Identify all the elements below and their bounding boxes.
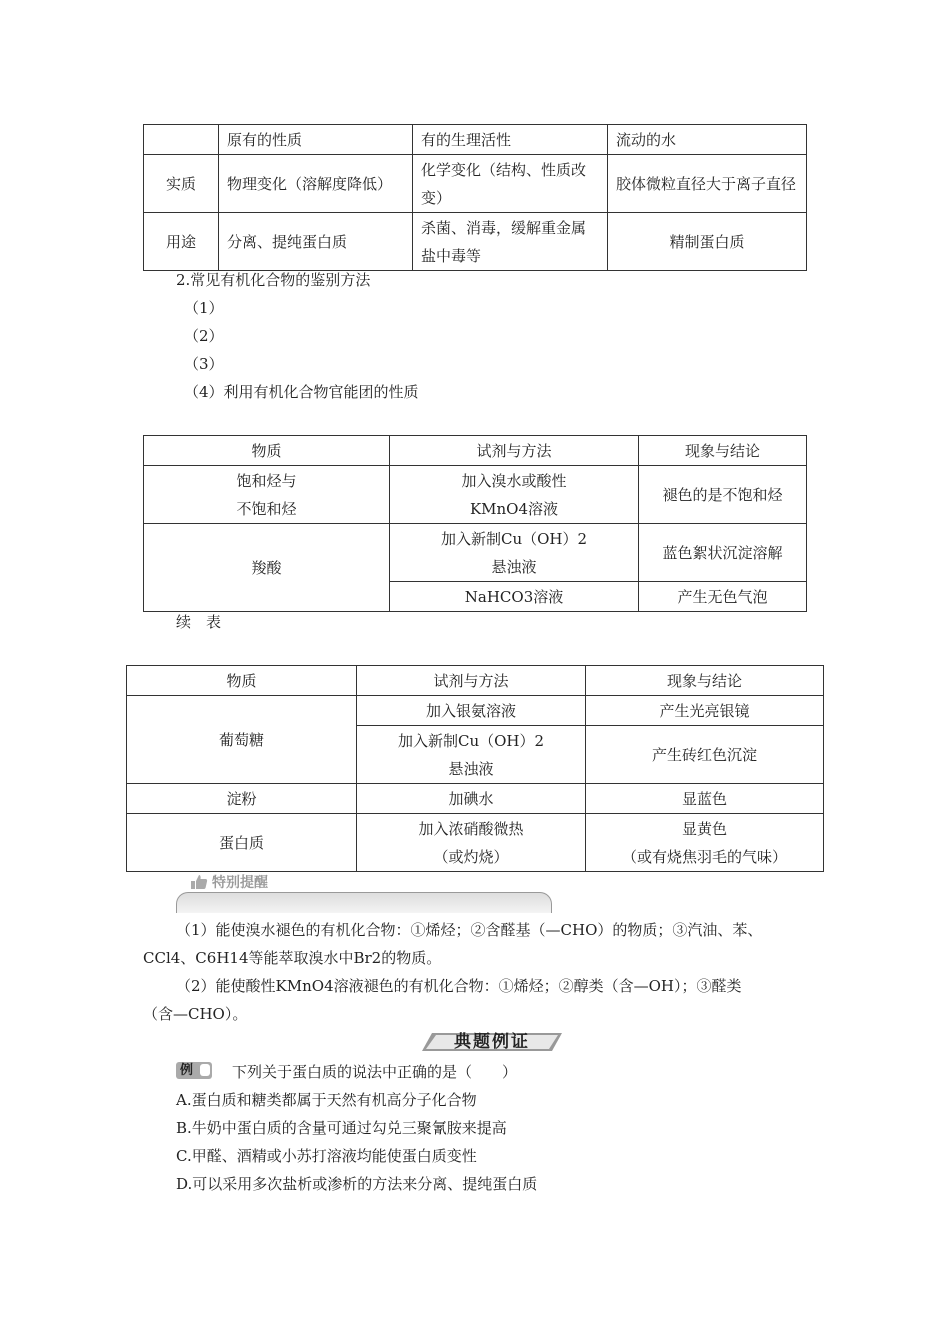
method-line: 加入新制Cu（OH）2 (440, 529, 588, 548)
option-a: A.蛋白质和糖类都属于天然有机高分子化合物 (176, 1091, 477, 1109)
table-row (144, 213, 807, 271)
table-cell: 显蓝色 (586, 784, 824, 814)
tip-label (190, 872, 268, 892)
table-cell: 加碘水 (357, 784, 586, 814)
table-cell (357, 726, 586, 784)
table-header-cell: 现象与结论 (639, 436, 807, 466)
table-cell: 杀菌、消毒，缓解重金属盐中毒等 (413, 213, 608, 271)
table-cell (586, 814, 824, 872)
table-row (144, 466, 807, 524)
method-line: 加入溴水或酸性 (461, 471, 567, 490)
table-row (127, 666, 824, 696)
method-line: 悬浊液 (448, 759, 494, 778)
method-line: 加入新制Cu（OH）2 (397, 731, 545, 750)
table-header-cell: 流动的水 (608, 125, 807, 155)
thumbs-up-icon (190, 874, 208, 890)
option-b: B.牛奶中蛋白质的含量可通过勾兑三聚氰胺来提高 (176, 1119, 507, 1137)
table-row (144, 155, 807, 213)
table-identification-methods-continued (126, 665, 824, 872)
method-line: 悬浊液 (491, 557, 537, 576)
tip-header-bar (176, 892, 552, 913)
table-header-cell: 试剂与方法 (357, 666, 586, 696)
tip-paragraph-1-line-1: （1）能使溴水褪色的有机化合物：①烯烃；②含醛基（—CHO）的物质；③汽油、苯、 (176, 921, 763, 939)
table-denaturation-comparison (143, 124, 807, 271)
tip-label-text: 特别提醒 (212, 875, 268, 891)
table-cell: 蛋白质 (127, 814, 357, 872)
table-identification-methods (143, 435, 807, 612)
table-cell: NaHCO3溶液 (390, 582, 639, 612)
table-cell: 产生砖红色沉淀 (586, 726, 824, 784)
row-label: 实质 (144, 155, 219, 213)
table-cell: 羧酸 (144, 524, 390, 612)
continued-label: 续 表 (176, 613, 222, 631)
method-line: KMnO4溶液 (469, 499, 559, 518)
tip-paragraph-2-line-2: （含—CHO）。 (143, 1005, 248, 1023)
table-cell (144, 466, 390, 524)
question-text: 下列关于蛋白质的说法中正确的是（ ） (232, 1063, 518, 1081)
table-cell: 蓝色絮状沉淀溶解 (639, 524, 807, 582)
list-item: （2） (184, 327, 224, 345)
table-header-cell: 物质 (127, 666, 357, 696)
table-cell: 产生无色气泡 (639, 582, 807, 612)
table-cell: 褪色的是不饱和烃 (639, 466, 807, 524)
list-item: （4）利用有机化合物官能团的性质 (184, 383, 419, 401)
result-line: 显黄色 (681, 819, 727, 838)
table-cell: 产生光亮银镜 (586, 696, 824, 726)
table-row (127, 814, 824, 872)
table-cell (357, 814, 586, 872)
table-header-cell: 物质 (144, 436, 390, 466)
table-cell (390, 466, 639, 524)
list-item: （3） (184, 355, 224, 373)
table-row (127, 696, 824, 726)
tip-paragraph-2-line-1: （2）能使酸性KMnO4溶液褪色的有机化合物：①烯烃；②醇类（含—OH）；③醛类 (176, 977, 742, 995)
example-section-banner (422, 1031, 562, 1053)
substance-line: 不饱和烃 (236, 499, 297, 518)
table-cell: 葡萄糖 (127, 696, 357, 784)
example-badge (176, 1062, 212, 1079)
table-cell: 物理变化（溶解度降低） (219, 155, 413, 213)
row-label: 用途 (144, 213, 219, 271)
section-title: 2.常见有机化合物的鉴别方法 (176, 271, 371, 289)
table-cell: 化学变化（结构、性质改变） (413, 155, 608, 213)
table-row (144, 436, 807, 466)
table-cell: 淀粉 (127, 784, 357, 814)
table-header-cell: 试剂与方法 (390, 436, 639, 466)
option-c: C.甲醛、酒精或小苏打溶液均能使蛋白质变性 (176, 1147, 477, 1165)
banner-title: 典题例证 (454, 1032, 530, 1052)
table-cell: 精制蛋白质 (608, 213, 807, 271)
table-header-cell: 现象与结论 (586, 666, 824, 696)
tip-paragraph-1-line-2: CCl4、C6H14等能萃取溴水中Br2的物质。 (143, 949, 442, 967)
table-cell (390, 524, 639, 582)
method-line: 加入浓硝酸微热 (418, 819, 524, 838)
table-row (144, 524, 807, 582)
table-row (127, 784, 824, 814)
list-item: （1） (184, 299, 224, 317)
badge-decoration (200, 1064, 210, 1076)
table-header-cell: 原有的性质 (219, 125, 413, 155)
table-row (144, 125, 807, 155)
table-cell: 胶体微粒直径大于离子直径 (608, 155, 807, 213)
option-d: D.可以采用多次盐析或渗析的方法来分离、提纯蛋白质 (176, 1175, 538, 1193)
substance-line: 饱和烃与 (236, 471, 297, 490)
method-line: （或灼烧） (433, 847, 509, 866)
table-cell: 分离、提纯蛋白质 (219, 213, 413, 271)
table-header-cell: 有的生理活性 (413, 125, 608, 155)
result-line: （或有烧焦羽毛的气味） (621, 847, 787, 866)
example-badge-text: 例 (180, 1063, 194, 1078)
table-cell (144, 125, 219, 155)
table-cell: 加入银氨溶液 (357, 696, 586, 726)
